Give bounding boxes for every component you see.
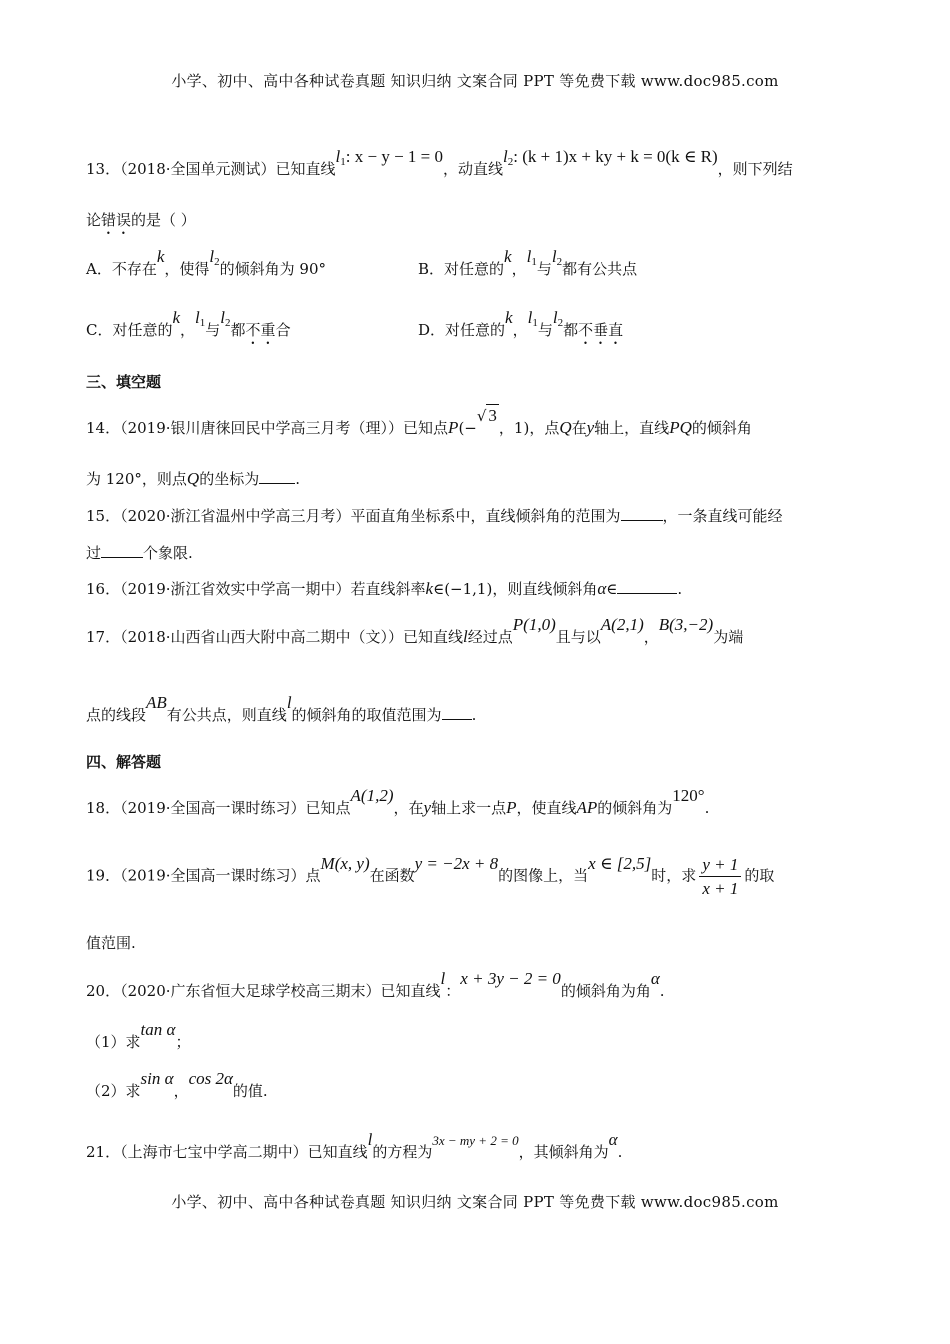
point-q: Q bbox=[186, 469, 200, 488]
question-13 bbox=[86, 147, 793, 185]
option-text: 都 bbox=[563, 321, 579, 339]
point-p: P bbox=[506, 798, 517, 817]
line-l2-symbol: $l_2$ bbox=[552, 308, 564, 329]
question-text: 且与以 bbox=[555, 628, 601, 646]
question-number: 18． bbox=[86, 799, 121, 817]
option-text: ， bbox=[180, 321, 196, 339]
question-text: 在函数 bbox=[369, 866, 415, 885]
question-text: 在 bbox=[571, 419, 587, 437]
question-20 bbox=[86, 969, 665, 1002]
fraction-expression bbox=[699, 856, 741, 897]
question-text: . bbox=[704, 799, 710, 817]
point-a: A(1,2) bbox=[350, 786, 394, 805]
line-equation: 3x − my + 2 = 0 bbox=[432, 1133, 519, 1148]
question-text: 为端 bbox=[713, 628, 744, 646]
alpha-symbol: α bbox=[597, 579, 607, 598]
question-17-line2 bbox=[86, 693, 477, 726]
question-source: （2019·银川唐徕回民中学高三月考（理））已知点 bbox=[120, 419, 449, 437]
question-number: 13． bbox=[86, 160, 121, 178]
question-text: . bbox=[471, 706, 477, 724]
point-m: M(x, y) bbox=[320, 853, 370, 873]
question-text: ∈(−1,1)，则直线倾斜角 bbox=[433, 580, 598, 598]
line-l: l bbox=[440, 969, 446, 988]
answer-blank bbox=[259, 469, 295, 484]
line-ap: AP bbox=[576, 798, 598, 817]
option-c bbox=[86, 308, 291, 348]
line-l2-symbol: $l_2$ bbox=[209, 247, 220, 268]
line-l: l bbox=[463, 627, 468, 646]
line-l2-symbol: $l_2$ bbox=[220, 308, 231, 329]
question-text: ，一条直线可能经 bbox=[662, 507, 783, 525]
page-header: 小学、初中、高中各种试卷真题 知识归纳 文案合同 PPT 等免费下载 www.doc985.com bbox=[171, 72, 779, 90]
option-d bbox=[418, 308, 624, 348]
question-15-line2 bbox=[86, 542, 193, 564]
line-l2-symbol: $l_2$ bbox=[551, 247, 563, 268]
question-text: ∈ bbox=[606, 580, 618, 598]
k-symbol: k bbox=[504, 247, 512, 266]
option-text: 与 bbox=[537, 321, 553, 339]
line-equation: x + 3y − 2 = 0 bbox=[460, 969, 561, 988]
question-19-line2: 值范围. bbox=[86, 934, 136, 952]
question-text: 轴上，直线 bbox=[594, 419, 670, 437]
question-source: （2018·全国单元测试）已知直线 bbox=[120, 160, 336, 178]
question-14 bbox=[86, 406, 752, 439]
line-l: l bbox=[286, 693, 292, 712]
question-text: ； bbox=[175, 1033, 191, 1051]
line-l1-symbol: $l_1$ bbox=[526, 247, 537, 268]
question-13-line2 bbox=[86, 209, 196, 238]
question-20-part2 bbox=[86, 1069, 268, 1102]
alpha-symbol: α bbox=[608, 1130, 618, 1149]
question-source: （2018·山西省山西大附中高二期中（文））已知直线 bbox=[120, 628, 464, 646]
section-title-answer: 四、解答题 bbox=[86, 753, 162, 771]
question-text: 有公共点，则直线 bbox=[166, 706, 287, 724]
option-text: 都 bbox=[230, 321, 246, 339]
line-l2-equation: : (k + 1)x + ky + k = 0(k ∈ R) bbox=[513, 147, 718, 166]
question-number: 19． bbox=[86, 866, 121, 885]
answer-blank bbox=[617, 579, 677, 594]
option-text: ，使得 bbox=[164, 260, 210, 278]
question-text: . bbox=[659, 982, 665, 1000]
question-text: . bbox=[677, 580, 683, 598]
segment-ab: AB bbox=[146, 693, 167, 712]
question-source: （2019·全国高一课时练习）已知点 bbox=[120, 799, 351, 817]
question-14-line2 bbox=[86, 468, 300, 490]
question-number: 21． bbox=[86, 1143, 121, 1161]
question-text: ， bbox=[643, 628, 659, 646]
question-source: （2020·广东省恒大足球学校高三期末）已知直线 bbox=[120, 982, 441, 1000]
question-text: . bbox=[617, 1143, 623, 1161]
section-title-fill: 三、填空题 bbox=[86, 373, 162, 391]
page-footer: 小学、初中、高中各种试卷真题 知识归纳 文案合同 PPT 等免费下载 www.doc985.com bbox=[171, 1193, 779, 1211]
question-number: 20． bbox=[86, 982, 121, 1000]
fraction-denominator: x + 1 bbox=[702, 879, 739, 898]
question-source: （2019·浙江省效实中学高一期中）若直线斜率 bbox=[120, 580, 426, 598]
function-expression: y = −2x + 8 bbox=[414, 853, 499, 873]
question-source: （2019·全国高一课时练习）点 bbox=[120, 866, 321, 885]
question-number: 17． bbox=[86, 628, 121, 646]
question-text: 时，求 bbox=[651, 866, 697, 885]
angle-value: 120° bbox=[672, 786, 705, 805]
question-15 bbox=[86, 505, 783, 527]
question-text: . bbox=[295, 470, 300, 488]
sqrt-expression: √ 3 bbox=[476, 406, 497, 425]
option-text: D．对任意的 bbox=[418, 321, 506, 339]
line-l1-equation: : x − y − 1 = 0 bbox=[345, 147, 444, 166]
question-text: ，则下列结 bbox=[717, 160, 793, 178]
question-text: 个象限. bbox=[143, 544, 193, 562]
emphasis-text: 不重 bbox=[245, 321, 276, 339]
question-text: ， bbox=[173, 1082, 189, 1100]
question-number: 15． bbox=[86, 507, 121, 525]
question-text: 为 120°，则点 bbox=[86, 470, 187, 488]
question-text: （2）求 bbox=[86, 1082, 141, 1100]
k-symbol: k bbox=[505, 308, 513, 327]
question-text: 点的线段 bbox=[86, 706, 147, 724]
line-pq: PQ bbox=[669, 418, 692, 437]
answer-blank bbox=[442, 705, 472, 720]
option-a bbox=[86, 247, 326, 285]
line-l: l bbox=[367, 1130, 373, 1149]
option-b bbox=[418, 247, 638, 285]
answer-blank bbox=[621, 506, 663, 521]
k-symbol: k bbox=[156, 247, 165, 266]
tan-expression: tan α bbox=[140, 1020, 176, 1039]
emphasis-text: 错误 bbox=[101, 211, 132, 229]
answer-blank bbox=[101, 543, 143, 558]
point-a: A(2,1) bbox=[600, 615, 644, 634]
question-21 bbox=[86, 1130, 623, 1164]
question-text: 论 bbox=[86, 211, 102, 229]
question-number: 16． bbox=[86, 580, 121, 598]
emphasis-text: 不垂直 bbox=[578, 321, 624, 339]
option-text: 合 bbox=[275, 321, 291, 339]
question-text: 的取 bbox=[744, 866, 775, 885]
question-text: (− bbox=[458, 419, 477, 437]
option-text: ， bbox=[512, 321, 528, 339]
sqrt-value: 3 bbox=[488, 406, 497, 425]
alpha-symbol: α bbox=[650, 969, 660, 988]
question-text: 的倾斜角为角 bbox=[560, 982, 651, 1000]
point-b: B(3,−2) bbox=[658, 615, 714, 634]
question-text: 的方程为 bbox=[372, 1143, 433, 1161]
line-l1-symbol: $l_1$ bbox=[527, 308, 538, 329]
question-text: 过 bbox=[86, 544, 102, 562]
line-l2-symbol: $l_2$ bbox=[503, 147, 514, 168]
option-text: 与 bbox=[205, 321, 221, 339]
line-l1-symbol: $l_1$ bbox=[335, 147, 346, 168]
point-q: Q bbox=[559, 418, 572, 437]
question-source: （上海市七宝中学高二期中）已知直线 bbox=[120, 1143, 368, 1161]
question-text: 的是（ ） bbox=[131, 211, 196, 229]
option-text: A．不存在 bbox=[86, 260, 157, 278]
question-text: 经过点 bbox=[467, 628, 513, 646]
option-text: C．对任意的 bbox=[86, 321, 173, 339]
question-text: （1）求 bbox=[86, 1033, 141, 1051]
point-p: P bbox=[448, 418, 459, 437]
option-text: 都有公共点 bbox=[562, 260, 638, 278]
question-19 bbox=[86, 853, 775, 898]
sin-expression: sin α bbox=[140, 1069, 174, 1088]
question-text: 的倾斜角为 bbox=[597, 799, 673, 817]
y-symbol: y bbox=[586, 418, 595, 437]
question-20-part1 bbox=[86, 1020, 191, 1053]
range-expression: x ∈ [2,5] bbox=[588, 853, 652, 873]
option-text: ， bbox=[511, 260, 527, 278]
question-text: ，其倾斜角为 bbox=[518, 1143, 609, 1161]
question-text: ： bbox=[445, 982, 461, 1000]
y-symbol: y bbox=[423, 798, 432, 817]
question-16 bbox=[86, 578, 682, 600]
question-number: 14． bbox=[86, 419, 121, 437]
question-text: 的倾斜角的取值范围为 bbox=[291, 706, 442, 724]
question-text: ，使直线 bbox=[516, 799, 577, 817]
cos-expression: cos 2α bbox=[188, 1069, 233, 1088]
question-text: 的倾斜角 bbox=[691, 419, 752, 437]
fraction-numerator: y + 1 bbox=[699, 856, 741, 877]
question-18 bbox=[86, 786, 710, 819]
question-text: 的图像上，当 bbox=[498, 866, 589, 885]
question-text: ，在 bbox=[393, 799, 424, 817]
question-text: 的值. bbox=[232, 1082, 268, 1100]
point-p: P(1,0) bbox=[512, 615, 556, 634]
option-text: 的倾斜角为 90° bbox=[219, 260, 326, 278]
line-l1-symbol: $l_1$ bbox=[195, 308, 206, 329]
option-text: B．对任意的 bbox=[418, 260, 505, 278]
question-text: 轴上求一点 bbox=[431, 799, 507, 817]
option-text: 与 bbox=[536, 260, 552, 278]
k-symbol: k bbox=[172, 308, 181, 327]
k-symbol: k bbox=[425, 579, 434, 598]
question-text: 的坐标为 bbox=[199, 470, 260, 488]
question-text: ，1)，点 bbox=[498, 419, 560, 437]
question-17 bbox=[86, 615, 744, 648]
question-text: ，动直线 bbox=[443, 160, 504, 178]
question-source: （2020·浙江省温州中学高三月考）平面直角坐标系中，直线倾斜角的范围为 bbox=[120, 507, 621, 525]
